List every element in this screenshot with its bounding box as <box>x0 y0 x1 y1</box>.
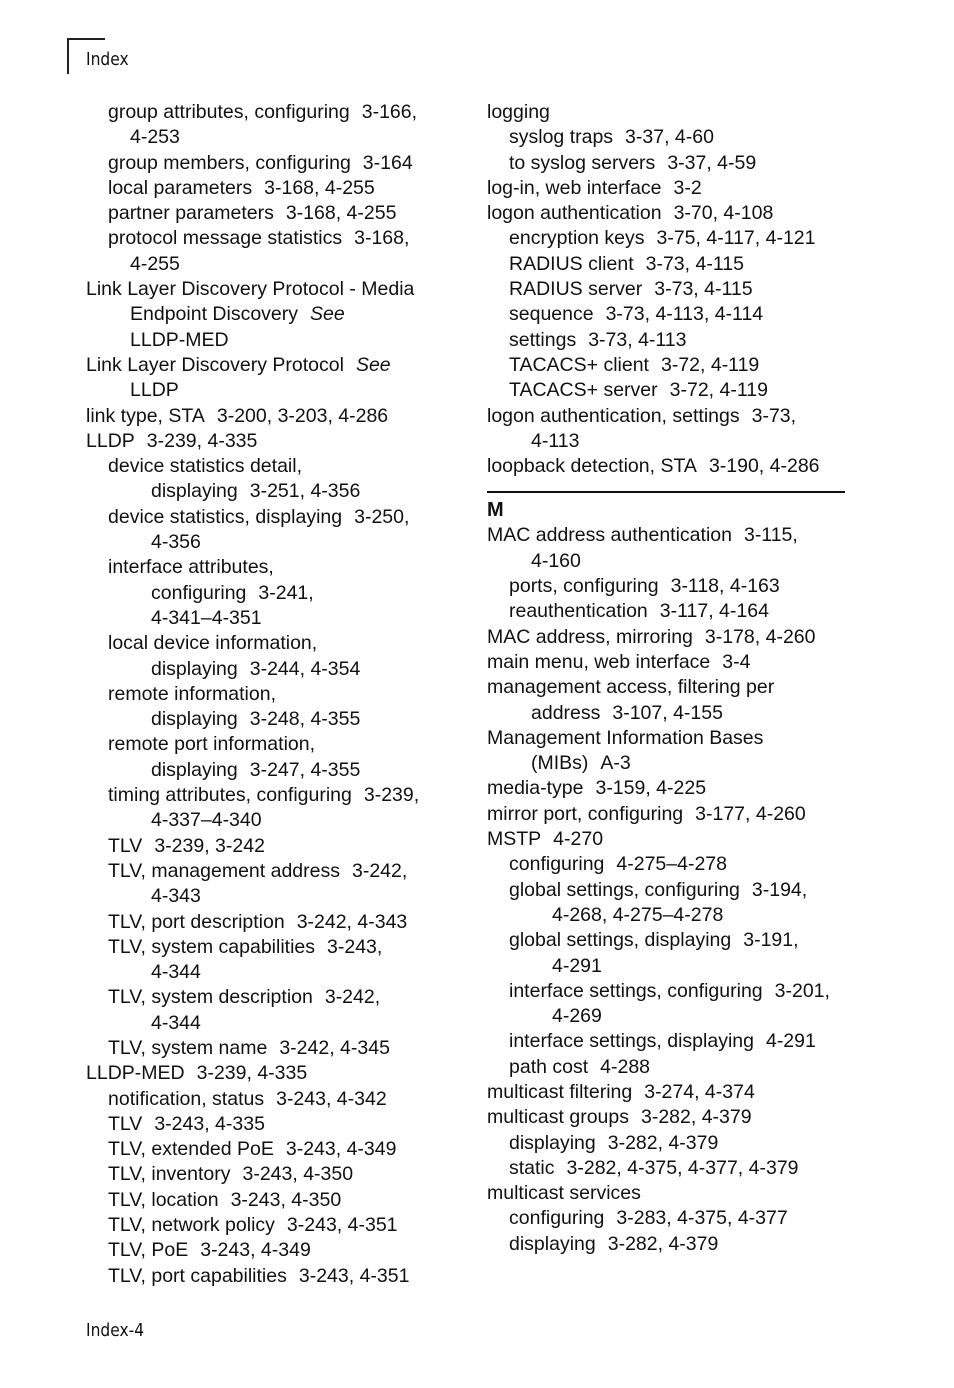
page-number: Index-4 <box>86 1320 145 1341</box>
index-term: LLDP-MED <box>130 328 229 351</box>
page-references: 3-73, 4-115 <box>645 252 744 275</box>
page-corner-mark-vertical <box>67 38 69 74</box>
index-term: TLV, extended PoE <box>108 1138 274 1161</box>
index-term: TACACS+ server <box>509 379 658 402</box>
index-term: mirror port, configuring <box>487 802 684 825</box>
index-term: static <box>509 1156 555 1179</box>
page-references: 3-244, 4-354 <box>249 657 361 680</box>
index-entry <box>86 859 456 884</box>
index-term: configuring <box>151 581 247 604</box>
index-entry <box>487 675 857 700</box>
page-references: 3-241, <box>258 581 314 604</box>
page-references: 3-282, 4-379 <box>607 1232 719 1255</box>
index-term: path cost <box>509 1055 589 1078</box>
index-entry <box>487 404 857 429</box>
index-term: TLV, PoE <box>108 1239 189 1262</box>
page-references: 3-117, 4-164 <box>659 600 769 623</box>
page-references: 4-275–4-278 <box>616 853 727 876</box>
index-entry <box>487 454 857 479</box>
index-entry <box>487 176 857 201</box>
page-references: 3-243, 4-350 <box>230 1188 342 1211</box>
page-references: 3-243, 4-349 <box>200 1239 311 1262</box>
page-references: 3-243, 4-351 <box>298 1264 410 1287</box>
index-entry <box>86 1188 456 1213</box>
index-term: TLV, system description <box>108 986 313 1009</box>
index-entry <box>86 1036 456 1061</box>
index-term: 4-113 <box>531 429 580 452</box>
page-references: 3-239, <box>363 784 420 807</box>
index-term: displaying <box>151 758 238 781</box>
index-entry <box>487 625 857 650</box>
index-term: local device information, <box>108 632 318 655</box>
index-term: TLV, system name <box>108 1036 268 1059</box>
index-entry <box>86 252 456 277</box>
index-entry <box>487 751 857 776</box>
index-entry <box>86 125 456 150</box>
index-term: MAC address authentication <box>487 524 732 547</box>
index-term: sequence <box>509 303 594 326</box>
index-entry <box>487 650 857 675</box>
page-references: 3-177, 4-260 <box>695 802 806 825</box>
index-entry <box>487 1206 857 1231</box>
page-references: 3-201, <box>774 979 830 1002</box>
index-column-left <box>86 100 456 1289</box>
index-entry <box>487 328 857 353</box>
index-term: displaying <box>151 480 238 503</box>
index-entry <box>86 960 456 985</box>
index-entry <box>86 707 456 732</box>
page-references: 3-243, 4-335 <box>154 1112 265 1135</box>
page-references: 3-282, 4-379 <box>607 1131 719 1154</box>
page-references: 3-243, 4-342 <box>276 1087 387 1110</box>
index-entry <box>86 201 456 226</box>
index-entry <box>487 378 857 403</box>
index-term: global settings, configuring <box>509 878 740 901</box>
index-term: partner parameters <box>108 202 274 225</box>
index-term: logging <box>487 101 550 123</box>
index-term: interface settings, configuring <box>509 979 763 1002</box>
page-references: 3-2 <box>673 176 702 199</box>
index-term: logon authentication <box>487 202 662 225</box>
index-entry <box>487 954 857 979</box>
index-entry <box>86 479 456 504</box>
index-entry <box>86 176 456 201</box>
index-term: displaying <box>151 657 238 680</box>
index-term: notification, status <box>108 1087 265 1110</box>
page-references: 3-75, 4-117, 4-121 <box>656 227 816 250</box>
index-entry <box>487 1156 857 1181</box>
index-entry <box>86 884 456 909</box>
index-term: TLV, location <box>108 1188 219 1211</box>
index-entry <box>86 1087 456 1112</box>
page-corner-mark-horizontal <box>67 38 105 40</box>
index-entry <box>487 852 857 877</box>
index-term: syslog traps <box>509 126 614 149</box>
page-references: 3-274, 4-374 <box>644 1080 755 1103</box>
index-term: protocol message statistics <box>108 227 343 250</box>
page-references: 3-164 <box>362 151 413 174</box>
page-references: 3-282, 4-379 <box>640 1106 752 1129</box>
index-entry <box>487 277 857 302</box>
index-term: device statistics, displaying <box>108 505 343 528</box>
index-term: Link Layer Discovery Protocol - Media <box>86 278 415 301</box>
index-entry <box>487 252 857 277</box>
index-term: TLV <box>108 1112 143 1135</box>
page-references: 3-73, 4-113 <box>588 328 687 351</box>
page-references: 3-73, 4-113, 4-114 <box>605 303 764 326</box>
page-references: 4-270 <box>553 828 604 851</box>
index-entry <box>86 834 456 859</box>
index-entry <box>86 1264 456 1289</box>
index-entry <box>86 581 456 606</box>
index-entry <box>86 277 456 302</box>
page-references: 3-239, 3-242 <box>154 834 265 857</box>
page-references: 3-159, 4-225 <box>595 777 707 800</box>
index-term: configuring <box>509 853 605 876</box>
index-term: management access, filtering per <box>487 676 775 699</box>
index-term: TLV, inventory <box>108 1163 231 1186</box>
index-term: local parameters <box>108 176 253 199</box>
index-term: Link Layer Discovery Protocol <box>86 353 344 376</box>
index-term: address <box>531 701 601 724</box>
page-references: 3-239, 4-335 <box>146 429 258 452</box>
index-entry <box>487 100 857 125</box>
index-term: TLV, port description <box>108 910 285 933</box>
index-entry <box>487 979 857 1004</box>
index-term: TACACS+ client <box>509 353 649 376</box>
index-term: 4-291 <box>552 954 602 977</box>
index-entry <box>487 429 857 454</box>
index-term: (MIBs) <box>531 752 589 775</box>
page-references: 3-250, <box>354 505 410 528</box>
index-entry <box>487 151 857 176</box>
page-references: 3-190, 4-286 <box>708 455 820 478</box>
index-entry <box>487 1055 857 1080</box>
index-term: global settings, displaying <box>509 929 732 952</box>
index-entry <box>487 827 857 852</box>
index-entry <box>487 928 857 953</box>
index-entry <box>487 599 857 624</box>
index-term: 4-344 <box>151 1011 201 1034</box>
index-entry <box>86 100 456 125</box>
page-references: 3-200, 3-203, 4-286 <box>216 404 389 427</box>
index-entry <box>86 985 456 1010</box>
page-references: 3-73, 4-115 <box>654 278 753 301</box>
index-term: LLDP-MED <box>86 1062 185 1085</box>
index-entry <box>487 1004 857 1029</box>
index-term: multicast groups <box>487 1106 629 1129</box>
index-term: TLV, system capabilities <box>108 935 316 958</box>
page-references: 3-251, 4-356 <box>249 480 361 503</box>
index-term: group members, configuring <box>108 151 351 174</box>
index-entry <box>86 910 456 935</box>
page-references: 3-70, 4-108 <box>673 202 774 225</box>
index-term: displaying <box>509 1131 596 1154</box>
index-entry <box>86 808 456 833</box>
index-entry <box>86 429 456 454</box>
index-entry <box>86 1061 456 1086</box>
index-term: TLV, port capabilities <box>108 1264 287 1287</box>
index-term: TLV, network policy <box>108 1214 275 1237</box>
page-references: A-3 <box>600 752 631 775</box>
page-references: 3-243, 4-350 <box>242 1163 354 1186</box>
index-term: interface attributes, <box>108 556 274 579</box>
index-entry <box>86 530 456 555</box>
index-entry <box>487 574 857 599</box>
index-entry <box>487 1232 857 1257</box>
index-entry <box>487 878 857 903</box>
index-entry <box>86 353 456 378</box>
index-entry <box>86 783 456 808</box>
index-entry <box>487 125 857 150</box>
index-term: encryption keys <box>509 227 645 250</box>
page-references: 3-248, 4-355 <box>249 708 361 731</box>
page-references: 3-194, <box>751 878 808 901</box>
index-entry <box>487 549 857 574</box>
index-term: 4-356 <box>151 531 201 554</box>
index-term: 4-343 <box>151 885 201 908</box>
page-references: 3-242, <box>351 859 408 882</box>
index-entry <box>86 1238 456 1263</box>
index-term: interface settings, displaying <box>509 1030 754 1053</box>
page-references: 3-168, 4-255 <box>285 202 397 225</box>
section-letter: M <box>487 499 504 522</box>
index-term: Management Information Bases <box>487 726 764 749</box>
index-entry <box>487 1029 857 1054</box>
page-references: 3-239, 4-335 <box>196 1062 308 1085</box>
index-term: 4-341–4-351 <box>151 606 262 629</box>
index-entry <box>86 505 456 530</box>
index-term: configuring <box>509 1207 605 1230</box>
page-references: 3-37, 4-59 <box>667 151 757 174</box>
index-term: device statistics detail, <box>108 455 303 478</box>
index-entry <box>487 726 857 751</box>
index-term: 4-160 <box>531 549 581 572</box>
index-entry <box>86 606 456 631</box>
index-group-l <box>487 100 857 479</box>
index-term: media-type <box>487 777 584 800</box>
running-header: Index <box>86 49 129 70</box>
index-term: remote information, <box>108 682 276 705</box>
index-entry <box>86 404 456 429</box>
page-references: 3-166, <box>361 101 418 123</box>
index-term: timing attributes, configuring <box>108 784 352 807</box>
page-references: 3-73, <box>751 404 797 427</box>
page-references: 3-118, 4-163 <box>670 575 780 598</box>
index-entry <box>487 701 857 726</box>
page-references: 3-243, <box>327 935 383 958</box>
index-term: main menu, web interface <box>487 650 711 673</box>
index-term: group attributes, configuring <box>108 101 350 123</box>
index-term: LLDP <box>130 379 179 402</box>
page-references: 3-282, 4-375, 4-377, 4-379 <box>566 1156 799 1179</box>
section-divider <box>487 491 845 493</box>
page-references: 4-291 <box>765 1030 816 1053</box>
page-references: 3-242, 4-345 <box>279 1036 390 1059</box>
index-entry <box>86 555 456 580</box>
index-entry <box>487 353 857 378</box>
index-term: remote port information, <box>108 733 316 756</box>
index-term: 4-337–4-340 <box>151 809 262 832</box>
page-references: 3-168, 4-255 <box>264 176 375 199</box>
page-references: 3-4 <box>722 650 751 673</box>
page-references: 3-242, 4-343 <box>296 910 408 933</box>
index-term: LLDP <box>86 429 135 452</box>
index-term: ports, configuring <box>509 575 659 598</box>
index-term: displaying <box>151 708 238 731</box>
page-references: 3-283, 4-375, 4-377 <box>616 1207 788 1230</box>
page-references: 3-191, <box>743 929 799 952</box>
page-references: 3-243, 4-349 <box>285 1138 397 1161</box>
index-entry <box>487 523 857 548</box>
see-reference: See <box>310 303 345 326</box>
index-entry <box>86 151 456 176</box>
index-term: settings <box>509 328 577 351</box>
index-entry <box>86 1112 456 1137</box>
index-term: TLV <box>108 834 143 857</box>
index-term: Endpoint Discovery <box>130 303 298 326</box>
page-references: 3-107, 4-155 <box>612 701 723 724</box>
index-entry <box>86 935 456 960</box>
page-references: 3-168, <box>354 227 410 250</box>
index-term: RADIUS client <box>509 252 634 275</box>
index-term: MAC address, mirroring <box>487 625 693 648</box>
index-term: 4-344 <box>151 961 201 984</box>
index-entry <box>86 1137 456 1162</box>
index-entry <box>487 302 857 327</box>
index-term: 4-268, 4-275–4-278 <box>552 903 724 926</box>
index-term: to syslog servers <box>509 151 656 174</box>
index-group-m <box>487 523 857 1257</box>
index-term: multicast services <box>487 1182 641 1205</box>
index-term: link type, STA <box>86 404 205 427</box>
index-entry <box>487 201 857 226</box>
index-term: 4-253 <box>130 126 180 149</box>
page-references: 3-72, 4-119 <box>669 379 768 402</box>
index-term: 4-269 <box>552 1005 602 1028</box>
page-references: 3-72, 4-119 <box>660 353 760 376</box>
page-references: 3-178, 4-260 <box>704 625 816 648</box>
index-entry <box>487 226 857 251</box>
index-entry <box>86 378 456 403</box>
page-references: 3-115, <box>743 524 798 547</box>
page-references: 4-288 <box>600 1055 651 1078</box>
index-entry <box>487 1181 857 1206</box>
index-term: RADIUS server <box>509 278 643 301</box>
index-entry <box>86 758 456 783</box>
index-entry <box>86 226 456 251</box>
index-term: displaying <box>509 1232 596 1255</box>
index-entry <box>86 682 456 707</box>
index-entry <box>86 631 456 656</box>
index-term: TLV, management address <box>108 859 340 882</box>
index-term: 4-255 <box>130 252 180 275</box>
index-entry <box>86 1213 456 1238</box>
index-entry <box>86 657 456 682</box>
index-term: multicast filtering <box>487 1080 633 1103</box>
page-references: 3-243, 4-351 <box>286 1214 398 1237</box>
index-entry <box>487 903 857 928</box>
index-entry <box>86 454 456 479</box>
index-term: log-in, web interface <box>487 176 662 199</box>
see-reference: See <box>355 353 391 376</box>
index-entry <box>86 1011 456 1036</box>
page-references: 3-37, 4-60 <box>625 126 714 149</box>
page-references: 3-242, <box>324 986 381 1009</box>
index-term: reauthentication <box>509 600 648 623</box>
index-entry <box>86 328 456 353</box>
index-column-right <box>487 100 857 1257</box>
index-term: MSTP <box>487 828 542 851</box>
index-entry <box>86 302 456 327</box>
index-term: loopback detection, STA <box>487 455 697 478</box>
index-entry <box>86 732 456 757</box>
index-entry <box>86 1162 456 1187</box>
page-references: 3-247, 4-355 <box>249 758 361 781</box>
index-entry <box>487 802 857 827</box>
index-entry <box>487 1131 857 1156</box>
index-entry <box>487 1105 857 1130</box>
index-entry <box>487 776 857 801</box>
index-entry <box>487 1080 857 1105</box>
index-term: logon authentication, settings <box>487 404 740 427</box>
